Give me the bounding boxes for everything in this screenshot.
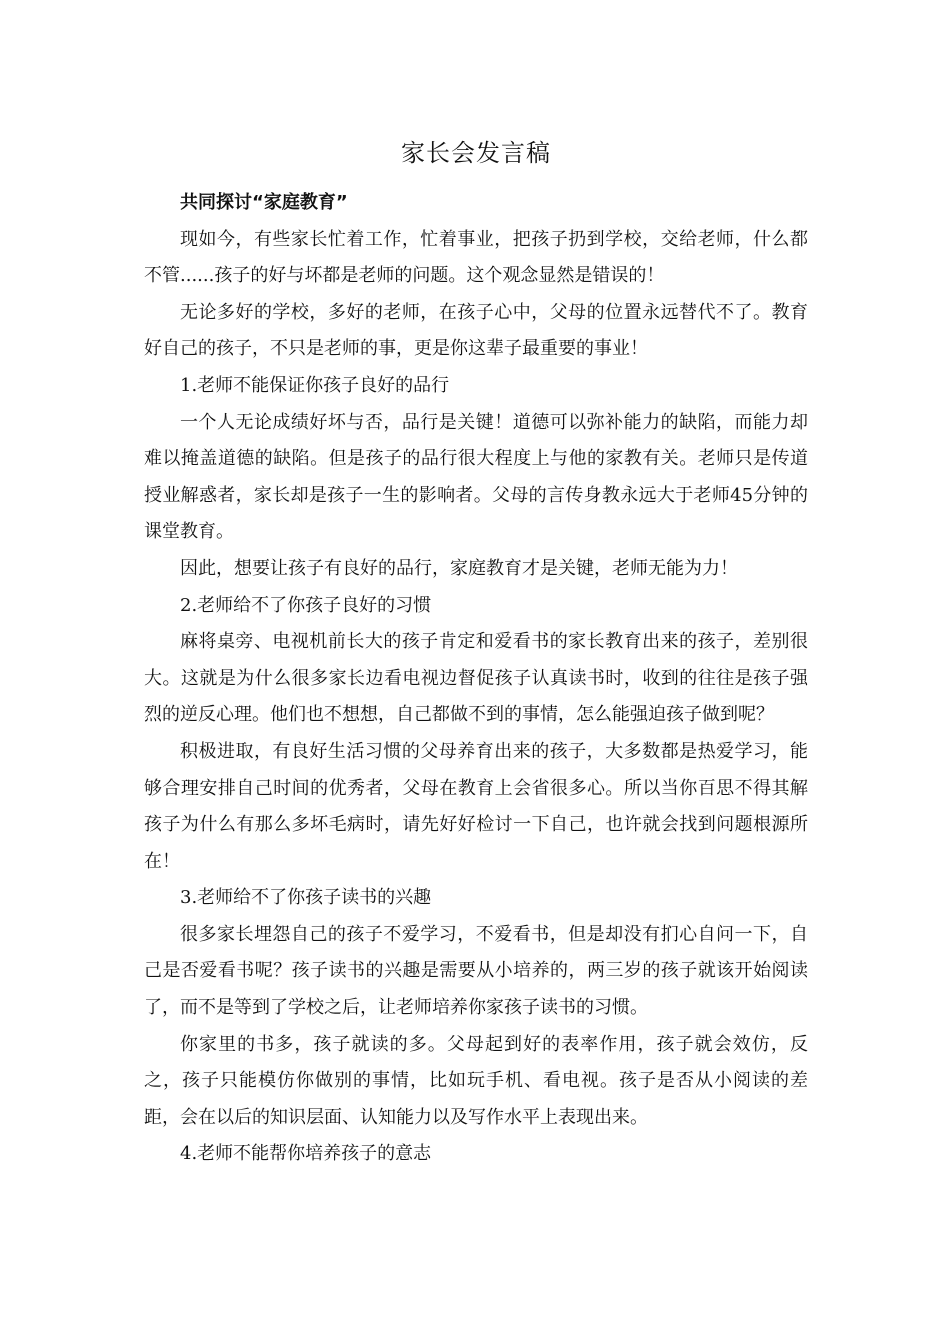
document-body [144,185,808,1173]
document-title: 家长会发言稿 [401,139,551,167]
paragraph: 你家里的书多，孩子就读的多。父母起到好的表率作用，孩子就会效仿，反之，孩子只能模仿你做别的事情，比如玩手机、看电视。孩子是否从小阅读的差距，会在以后的知识层面、认知能力以及写作水平上表现出来。 [144,1033,808,1128]
paragraph: 因此，想要让孩子有良好的品行，家庭教育才是关键，老师无能为力！ [180,557,738,579]
paragraph: 积极进取，有良好生活习惯的父母养育出来的孩子，大多数都是热爱学习，能够合理安排自己时间的优秀者，父母在教育上会省很多心。所以当你百思不得其解孩子为什么有那么多坏毛病时，请先好好检讨一下自己，也许就会找到问题根源所在！ [144,740,808,872]
section-heading: 1.老师不能保证你孩子良好的品行 [180,374,450,396]
section-heading: 4.老师不能帮你培养孩子的意志 [180,1143,432,1165]
paragraph: 麻将桌旁、电视机前长大的孩子肯定和爱看书的家长教育出来的孩子，差别很大。这就是为什么很多家长边看电视边督促孩子认真读书时，收到的往往是孩子强烈的逆反心理。他们也不想想，自己都做不到的事情，怎么能强迫孩子做到呢？ [144,631,808,726]
document-subtitle: 共同探讨“家庭教育” [180,192,348,213]
paragraph: 很多家长埋怨自己的孩子不爱学习，不爱看书，但是却没有扪心自问一下，自己是否爱看书呢？孩子读书的兴趣是需要从小培养的，两三岁的孩子就该开始阅读了，而不是等到了学校之后，让老师培养你家孩子读书的习惯。 [144,923,808,1019]
paragraph: 一个人无论成绩好坏与否，品行是关键！道德可以弥补能力的缺陷，而能力却难以掩盖道德的缺陷。但是孩子的品行很大程度上与他的家教有关。老师只是传道授业解惑者，家长却是孩子一生的影响者。父母的言传身教永远大于老师45分钟的课堂教育。 [144,411,808,543]
section-heading: 3.老师给不了你孩子读书的兴趣 [180,887,432,909]
section-heading: 2.老师给不了你孩子良好的习惯 [180,594,432,616]
paragraph: 无论多好的学校，多好的老师，在孩子心中，父母的位置永远替代不了。教育好自己的孩子，不只是老师的事，更是你这辈子最重要的事业！ [144,301,808,360]
paragraph: 现如今，有些家长忙着工作，忙着事业，把孩子扔到学校，交给老师，什么都不管......孩子的好与坏都是老师的问题。这个观念显然是错误的！ [144,228,808,287]
